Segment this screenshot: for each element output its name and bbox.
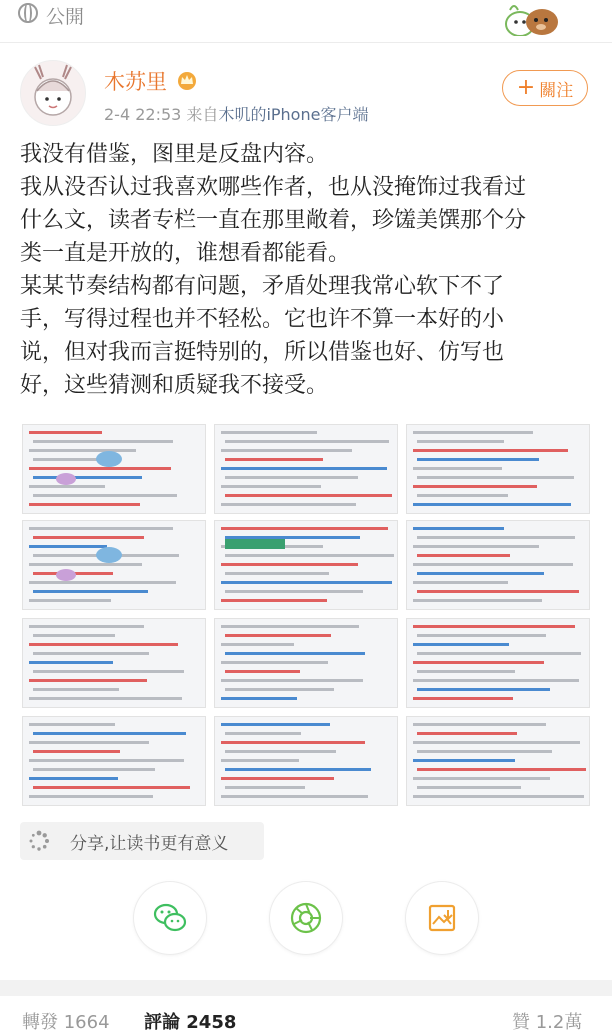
section-divider xyxy=(0,980,612,996)
wechat-icon xyxy=(152,900,188,936)
post-text xyxy=(20,138,590,402)
stats-bar xyxy=(0,996,612,1033)
source-prefix: 来自 xyxy=(186,105,219,124)
image-save-icon xyxy=(424,900,460,936)
post-time: 2-4 22:53 xyxy=(104,105,182,124)
image-grid xyxy=(22,424,590,806)
follow-button[interactable] xyxy=(502,70,588,106)
post-line: 我从没否认过我喜欢哪些作者，也从没掩饰过我看过 xyxy=(20,175,527,200)
post-line: 某某节奏结构都有问题，矛盾处理我常心软下不了 xyxy=(20,274,505,299)
image-thumbnail[interactable] xyxy=(22,520,206,610)
image-thumbnail[interactable] xyxy=(406,424,590,514)
image-thumbnail[interactable] xyxy=(214,424,398,514)
image-thumbnail[interactable] xyxy=(22,424,206,514)
image-thumbnail[interactable] xyxy=(22,618,206,708)
image-thumbnail[interactable] xyxy=(406,716,590,806)
tab-comment[interactable]: 評論 2458 xyxy=(144,1012,237,1033)
vip-crown-icon xyxy=(176,70,198,90)
share-text: 分享,让读书更有意义 xyxy=(70,834,229,854)
sticker-mascot-icon xyxy=(498,0,564,36)
share-loader-icon xyxy=(28,830,50,852)
image-thumbnail[interactable] xyxy=(214,716,398,806)
tab-repost[interactable]: 轉發 1664 xyxy=(22,1012,110,1033)
avatar[interactable] xyxy=(20,60,86,126)
post-source[interactable]: 木叽的iPhone客户端 xyxy=(218,105,369,124)
wechat-share-button[interactable] xyxy=(134,882,206,954)
save-image-button[interactable] xyxy=(406,882,478,954)
follow-label: 關注 xyxy=(539,80,574,101)
globe-icon xyxy=(18,3,38,23)
top-bar xyxy=(0,0,612,40)
image-thumbnail[interactable] xyxy=(22,716,206,806)
image-thumbnail[interactable] xyxy=(406,618,590,708)
plus-icon: + xyxy=(516,75,536,100)
post-line: 什么文，读者专栏一直在那里敞着，珍馐美馔那个分 xyxy=(20,208,527,233)
post-meta xyxy=(104,102,368,125)
image-thumbnail[interactable] xyxy=(406,520,590,610)
post-line: 说，但对我而言挺特别的，所以借鉴也好、仿写也 xyxy=(20,340,505,365)
post-line: 手，写得过程也并不轻松。它也许不算一本好的小 xyxy=(20,307,505,332)
avatar-illustration-icon xyxy=(21,61,85,125)
visibility-label: 公開 xyxy=(46,6,85,28)
share-bar[interactable] xyxy=(20,822,264,860)
post-line: 我没有借鉴，图里是反盘内容。 xyxy=(20,142,329,167)
post-line: 类一直是开放的，谁想看都能看。 xyxy=(20,241,351,266)
post-line: 好，这些猜测和质疑我不接受。 xyxy=(20,373,329,398)
moments-icon xyxy=(288,900,324,936)
top-divider xyxy=(0,42,612,43)
moments-share-button[interactable] xyxy=(270,882,342,954)
image-thumbnail[interactable] xyxy=(214,618,398,708)
tab-like[interactable]: 贊 1.2萬 xyxy=(512,1012,583,1033)
user-name[interactable]: 木苏里 xyxy=(104,70,167,94)
image-thumbnail[interactable] xyxy=(214,520,398,610)
